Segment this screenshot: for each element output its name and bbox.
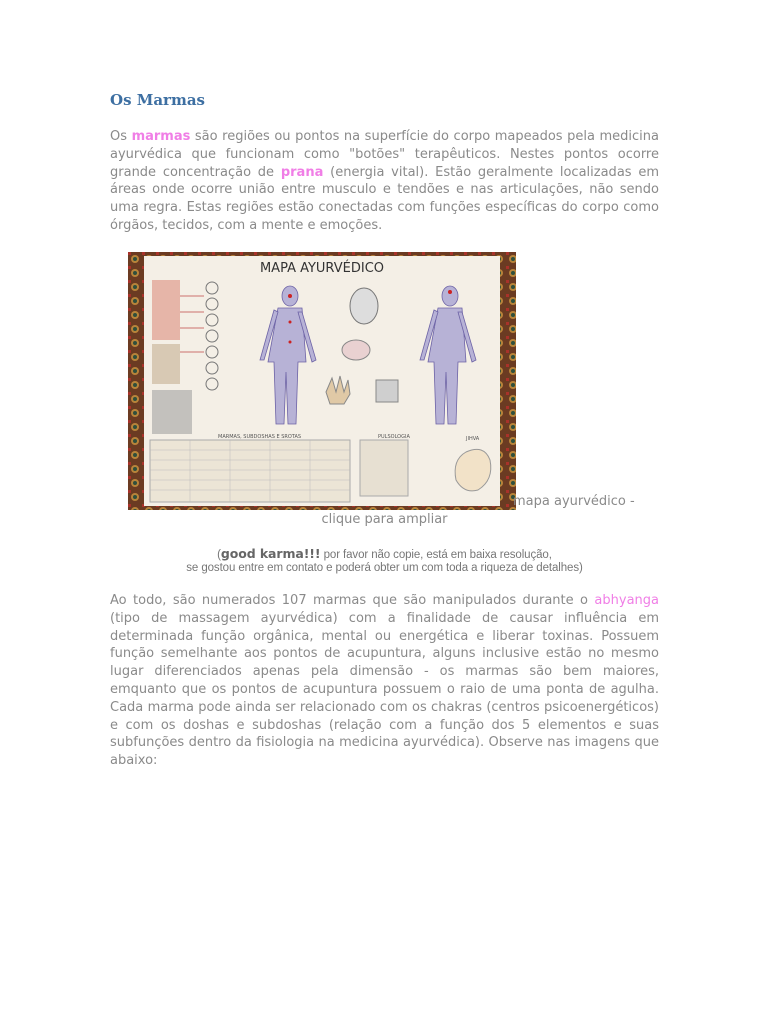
map-heading: MAPA AYURVÉDICO <box>259 261 385 276</box>
table-title: MARMAS, SUBDOSHAS E SROTAS <box>218 434 302 440</box>
text: são regiões ou pontos na superfície do corpo mapeados pela medicina ayurvédica que funcionam como "botões" terapêuticos. Nestes pontos ocorre grande concentração de <box>110 129 659 180</box>
article-title: Os Marmas <box>110 91 205 109</box>
keyword-prana: prana <box>280 164 324 180</box>
text: (tipo de massagem ayurvédica) com a finalidade de causar influência em determinada função orgânica, mental ou energética e liberar toxinas. Possuem função semelhante aos pontos de acupuntura, alguns inclusive estão no mesmo lugar diferenciados apenas pela dimensão - os marmas são bem maiores, emquanto que os pontos de acupuntura possuem o raio de uma ponta de agulha. Cada marma pode ainda ser relacionado com os chakras (centros psicoenergéticos) e com os doshas e subdoshas (relação com a função dos 5 elementos e suas subfunções dentro da fisiologia na medicina ayurvédica). Observe nas imagens que abaixo: <box>110 610 659 769</box>
jihva-label: JIHVA <box>466 436 480 442</box>
figure-caption-link[interactable]: mapa ayurvédico - <box>513 494 635 509</box>
copyright-note-line2: se gostou entre em contato e poderá obter um com toda a riqueza de detalhes) <box>186 562 583 574</box>
copyright-note-line1 <box>110 546 659 561</box>
text: Ao todo, são numerados 107 marmas que são manipulados durante o <box>110 593 595 608</box>
abhyanga-link[interactable]: abhyanga <box>594 593 659 608</box>
keyword-marmas: marmas <box>131 129 191 144</box>
figure-caption-enlarge[interactable]: clique para ampliar <box>321 512 448 527</box>
intro-paragraph <box>110 128 659 235</box>
ayurvedic-map-illustration <box>128 252 516 510</box>
second-paragraph <box>110 592 659 770</box>
text: Os <box>110 129 132 144</box>
text: (energia vital). Estão geralmente localizadas em áreas onde ocorre união entre musculo e tendões e nas articulações, não sendo uma regra. Estas regiões estão conectadas com funções específicas do corpo como órgãos, tecidos, com a mente e emoções. <box>110 164 659 233</box>
text: por favor não copie, está em baixa resolução, <box>320 549 552 561</box>
pulsology-label: PULSOLOGIA <box>378 434 410 440</box>
ayurvedic-map-image[interactable] <box>128 252 516 510</box>
good-karma-text: good karma!!! <box>220 546 321 561</box>
text: ( <box>217 549 221 561</box>
